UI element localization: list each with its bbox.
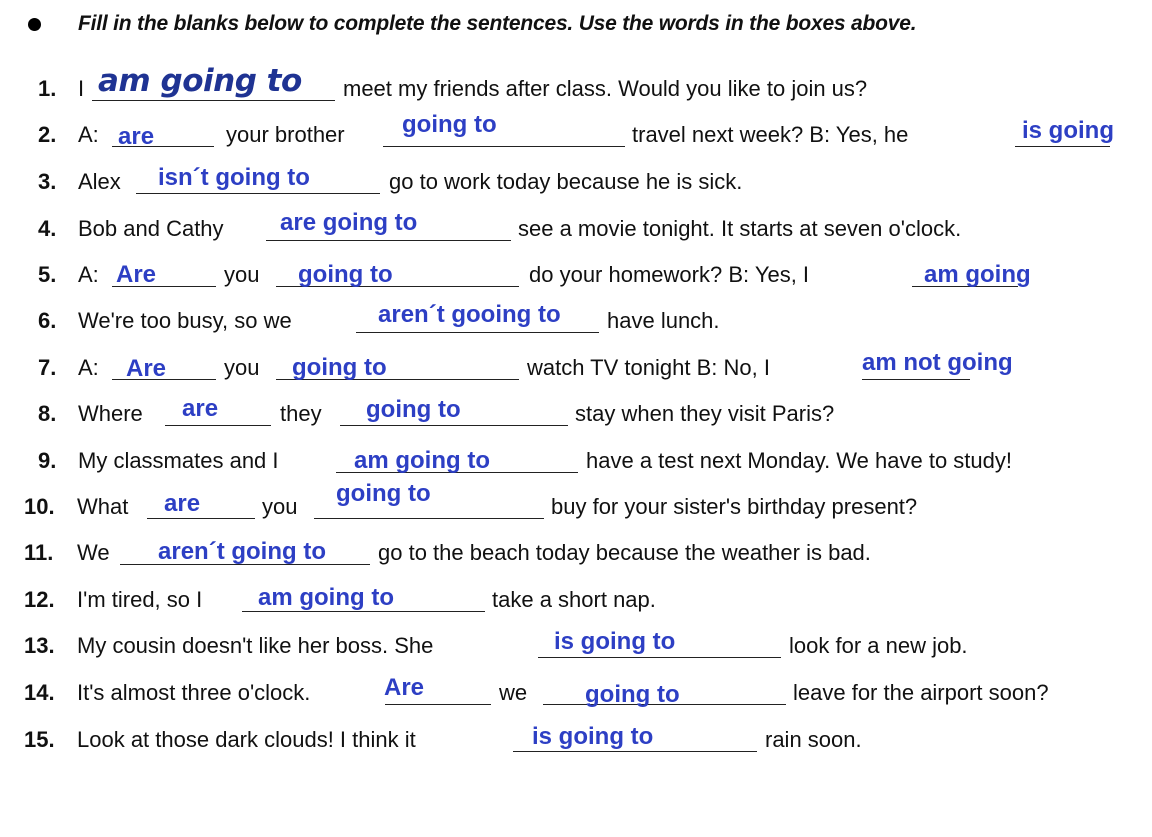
answer-text: am not going xyxy=(862,349,1013,376)
answer-text: am going to xyxy=(258,584,394,611)
sentence-text: go to work today because he is sick. xyxy=(389,169,743,194)
sentence-11 xyxy=(0,528,1152,574)
answer-text: isn´t going to xyxy=(158,164,310,191)
item-number: 3. xyxy=(38,169,57,194)
sentence-text: travel next week? B: Yes, he xyxy=(632,122,909,147)
item-number: 4. xyxy=(38,216,57,241)
item-number: 8. xyxy=(38,401,57,426)
answer-text: going to xyxy=(292,354,387,381)
sentence-text: A: xyxy=(78,355,99,380)
sentence-text: My cousin doesn't like her boss. She xyxy=(77,633,434,658)
item-number: 14. xyxy=(24,680,55,705)
answer-blank[interactable] xyxy=(266,240,511,241)
answer-text: aren´t going to xyxy=(158,538,326,565)
sentence-10 xyxy=(0,482,1152,528)
item-number: 1. xyxy=(38,76,57,101)
sentence-12 xyxy=(0,575,1152,621)
answer-blank[interactable] xyxy=(538,657,781,658)
sentence-4 xyxy=(0,204,1152,250)
sentence-2 xyxy=(0,110,1152,156)
answer-blank[interactable] xyxy=(147,518,255,519)
item-number: 6. xyxy=(38,308,57,333)
item-number: 11. xyxy=(24,540,54,565)
sentence-7 xyxy=(0,343,1152,389)
sentence-text: watch TV tonight B: No, I xyxy=(527,355,770,380)
sentence-text: We xyxy=(77,540,110,565)
answer-blank[interactable] xyxy=(862,379,970,380)
sentence-text: stay when they visit Paris? xyxy=(575,401,835,426)
answer-text: Are xyxy=(126,355,167,382)
answer-blank[interactable] xyxy=(314,518,544,519)
sentence-text: Look at those dark clouds! I think it xyxy=(77,727,416,752)
sentence-text: rain soon. xyxy=(765,727,862,752)
sentence-text: your brother xyxy=(226,122,345,147)
sentence-text: have lunch. xyxy=(607,308,720,333)
sentence-text: I xyxy=(78,76,85,101)
sentence-text: have a test next Monday. We have to study! xyxy=(586,448,1012,473)
sentence-9 xyxy=(0,436,1152,482)
item-number: 9. xyxy=(38,448,57,473)
sentence-5 xyxy=(0,250,1152,296)
answer-blank[interactable] xyxy=(1015,146,1110,147)
answer-text: Are xyxy=(384,674,425,701)
answer-text: going to xyxy=(402,111,497,138)
item-number: 10. xyxy=(24,494,55,519)
answer-blank[interactable] xyxy=(136,193,380,194)
sentence-text: A: xyxy=(78,262,99,287)
answer-text: going to xyxy=(336,480,431,507)
sentence-text: take a short nap. xyxy=(492,587,656,612)
sentence-text: see a movie tonight. It starts at seven o'clock. xyxy=(518,216,962,241)
item-number: 12. xyxy=(24,587,55,612)
answer-blank[interactable] xyxy=(340,425,568,426)
sentence-text: Alex xyxy=(78,169,121,194)
answer-text: am going to xyxy=(354,447,490,474)
sentence-1 xyxy=(0,64,1152,110)
answer-text: aren´t gooing to xyxy=(378,301,561,328)
sentence-text: we xyxy=(499,680,528,705)
sentence-text: do your homework? B: Yes, I xyxy=(529,262,810,287)
answer-text: are going to xyxy=(280,209,418,236)
sentence-text: you xyxy=(224,355,260,380)
instructions-heading: Fill in the blanks below to complete the sentences. Use the words in the boxes above. xyxy=(78,12,917,35)
sentence-text: It's almost three o'clock. xyxy=(77,680,311,705)
sentence-text: Where xyxy=(78,401,143,426)
answer-text: is going to xyxy=(554,628,676,655)
answer-text: are xyxy=(118,123,155,150)
sentence-text: Bob and Cathy xyxy=(78,216,224,241)
sentence-3 xyxy=(0,157,1152,203)
answer-text: am going xyxy=(924,261,1031,288)
answer-text: going to xyxy=(298,261,393,288)
answer-blank[interactable] xyxy=(242,611,485,612)
sentence-6 xyxy=(0,296,1152,342)
sentence-text: they xyxy=(280,401,322,426)
sentence-text: go to the beach today because the weather is bad. xyxy=(378,540,871,565)
bullet-icon xyxy=(28,18,41,31)
sentence-text: look for a new job. xyxy=(789,633,968,658)
answer-text: am going to xyxy=(98,63,302,99)
answer-text: is going to xyxy=(532,723,654,750)
answer-blank[interactable] xyxy=(513,751,757,752)
item-number: 15. xyxy=(24,727,55,752)
sentence-text: What xyxy=(77,494,129,519)
answer-text: going to xyxy=(585,681,680,708)
sentence-14 xyxy=(0,668,1152,714)
answer-blank[interactable] xyxy=(385,704,491,705)
answer-blank[interactable] xyxy=(165,425,271,426)
sentence-15 xyxy=(0,715,1152,761)
answer-text: Are xyxy=(116,261,157,288)
item-number: 5. xyxy=(38,262,57,287)
sentence-text: buy for your sister's birthday present? xyxy=(551,494,918,519)
item-number: 7. xyxy=(38,355,57,380)
sentence-text: A: xyxy=(78,122,99,147)
sentence-text: meet my friends after class. Would you like to join us? xyxy=(343,76,868,101)
item-number: 13. xyxy=(24,633,55,658)
sentence-text: We're too busy, so we xyxy=(78,308,292,333)
answer-text: are xyxy=(182,395,219,422)
answer-blank[interactable] xyxy=(356,332,599,333)
answer-blank[interactable] xyxy=(92,100,335,101)
answer-text: is going xyxy=(1022,117,1114,144)
answer-blank[interactable] xyxy=(383,146,625,147)
answer-text: going to xyxy=(366,396,461,423)
sentence-text: you xyxy=(262,494,298,519)
sentence-8 xyxy=(0,389,1152,435)
sentence-text: I'm tired, so I xyxy=(77,587,203,612)
sentence-text: you xyxy=(224,262,260,287)
sentence-text: My classmates and I xyxy=(78,448,279,473)
answer-text: are xyxy=(164,490,201,517)
sentence-13 xyxy=(0,621,1152,667)
item-number: 2. xyxy=(38,122,57,147)
sentence-text: leave for the airport soon? xyxy=(793,680,1049,705)
